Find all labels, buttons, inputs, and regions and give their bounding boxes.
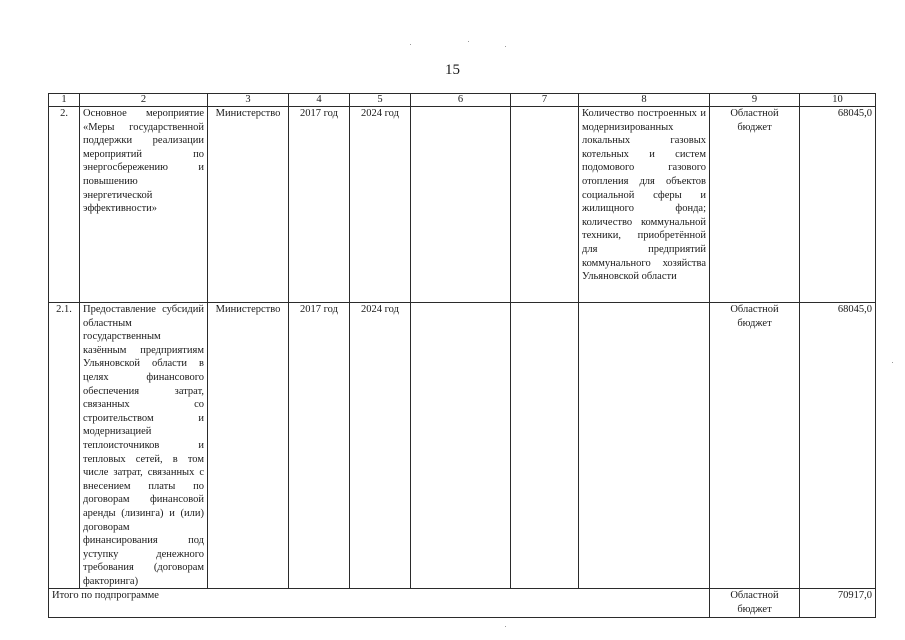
header-cell: 2 [80,94,208,107]
col-7 [511,107,579,303]
start-year: 2017 год [289,303,350,589]
header-cell: 4 [289,94,350,107]
header-cell: 5 [350,94,411,107]
executor: Министерство [208,303,289,589]
amount: 68045,0 [800,303,876,589]
start-year: 2017 год [289,107,350,303]
total-label: Итого по подпрограмме [49,589,710,617]
total-funding-source: Областной бюджет [710,589,800,617]
header-cell: 6 [411,94,511,107]
header-cell: 1 [49,94,80,107]
funding-source: Областной бюджет [710,107,800,303]
table-row [49,107,876,303]
header-row [49,94,876,107]
end-year: 2024 год [350,107,411,303]
funding-source: Областной бюджет [710,303,800,589]
program-table [48,93,876,618]
header-cell: 10 [800,94,876,107]
header-cell: 8 [579,94,710,107]
page-number: 15 [445,62,460,78]
total-row [49,589,876,617]
row-number: 2.1. [49,303,80,589]
scan-speck [468,41,469,42]
col-6 [411,303,511,589]
scan-speck [892,362,893,363]
header-cell: 9 [710,94,800,107]
col-6 [411,107,511,303]
amount: 68045,0 [800,107,876,303]
scan-speck [410,44,411,45]
activity-name: Основное мероприятие «Меры государственной поддержки реализации мероприятий по энергосбережению и повышению энергетической эффективности» [80,107,208,303]
total-amount: 70917,0 [800,589,876,617]
indicator [579,303,710,589]
indicator: Количество построенных и модернизированных локальных газовых котельных и систем подомового газового отопления для объектов социальной сферы и жилищного фонда; количество коммунальной техники, приобретённой для предприятий коммунального хозяйства Ульяновской области [579,107,710,303]
header-cell: 7 [511,94,579,107]
row-number: 2. [49,107,80,303]
table-row [49,303,876,589]
scan-speck [505,46,506,47]
executor: Министерство [208,107,289,303]
activity-name: Предоставление субсидий областным государственным казённым предприятиям Ульяновской области в целях финансового обеспечения затрат, связанных со строительством и модернизацией теплоисточников и тепловых сетей, в том числе затрат, связанных с внесением платы по договорам финансовой аренды (лизинга) и (или) договорам финансирования под уступку денежного требования (договорам факторинга) [80,303,208,589]
end-year: 2024 год [350,303,411,589]
header-cell: 3 [208,94,289,107]
scan-speck [505,626,506,627]
col-7 [511,303,579,589]
